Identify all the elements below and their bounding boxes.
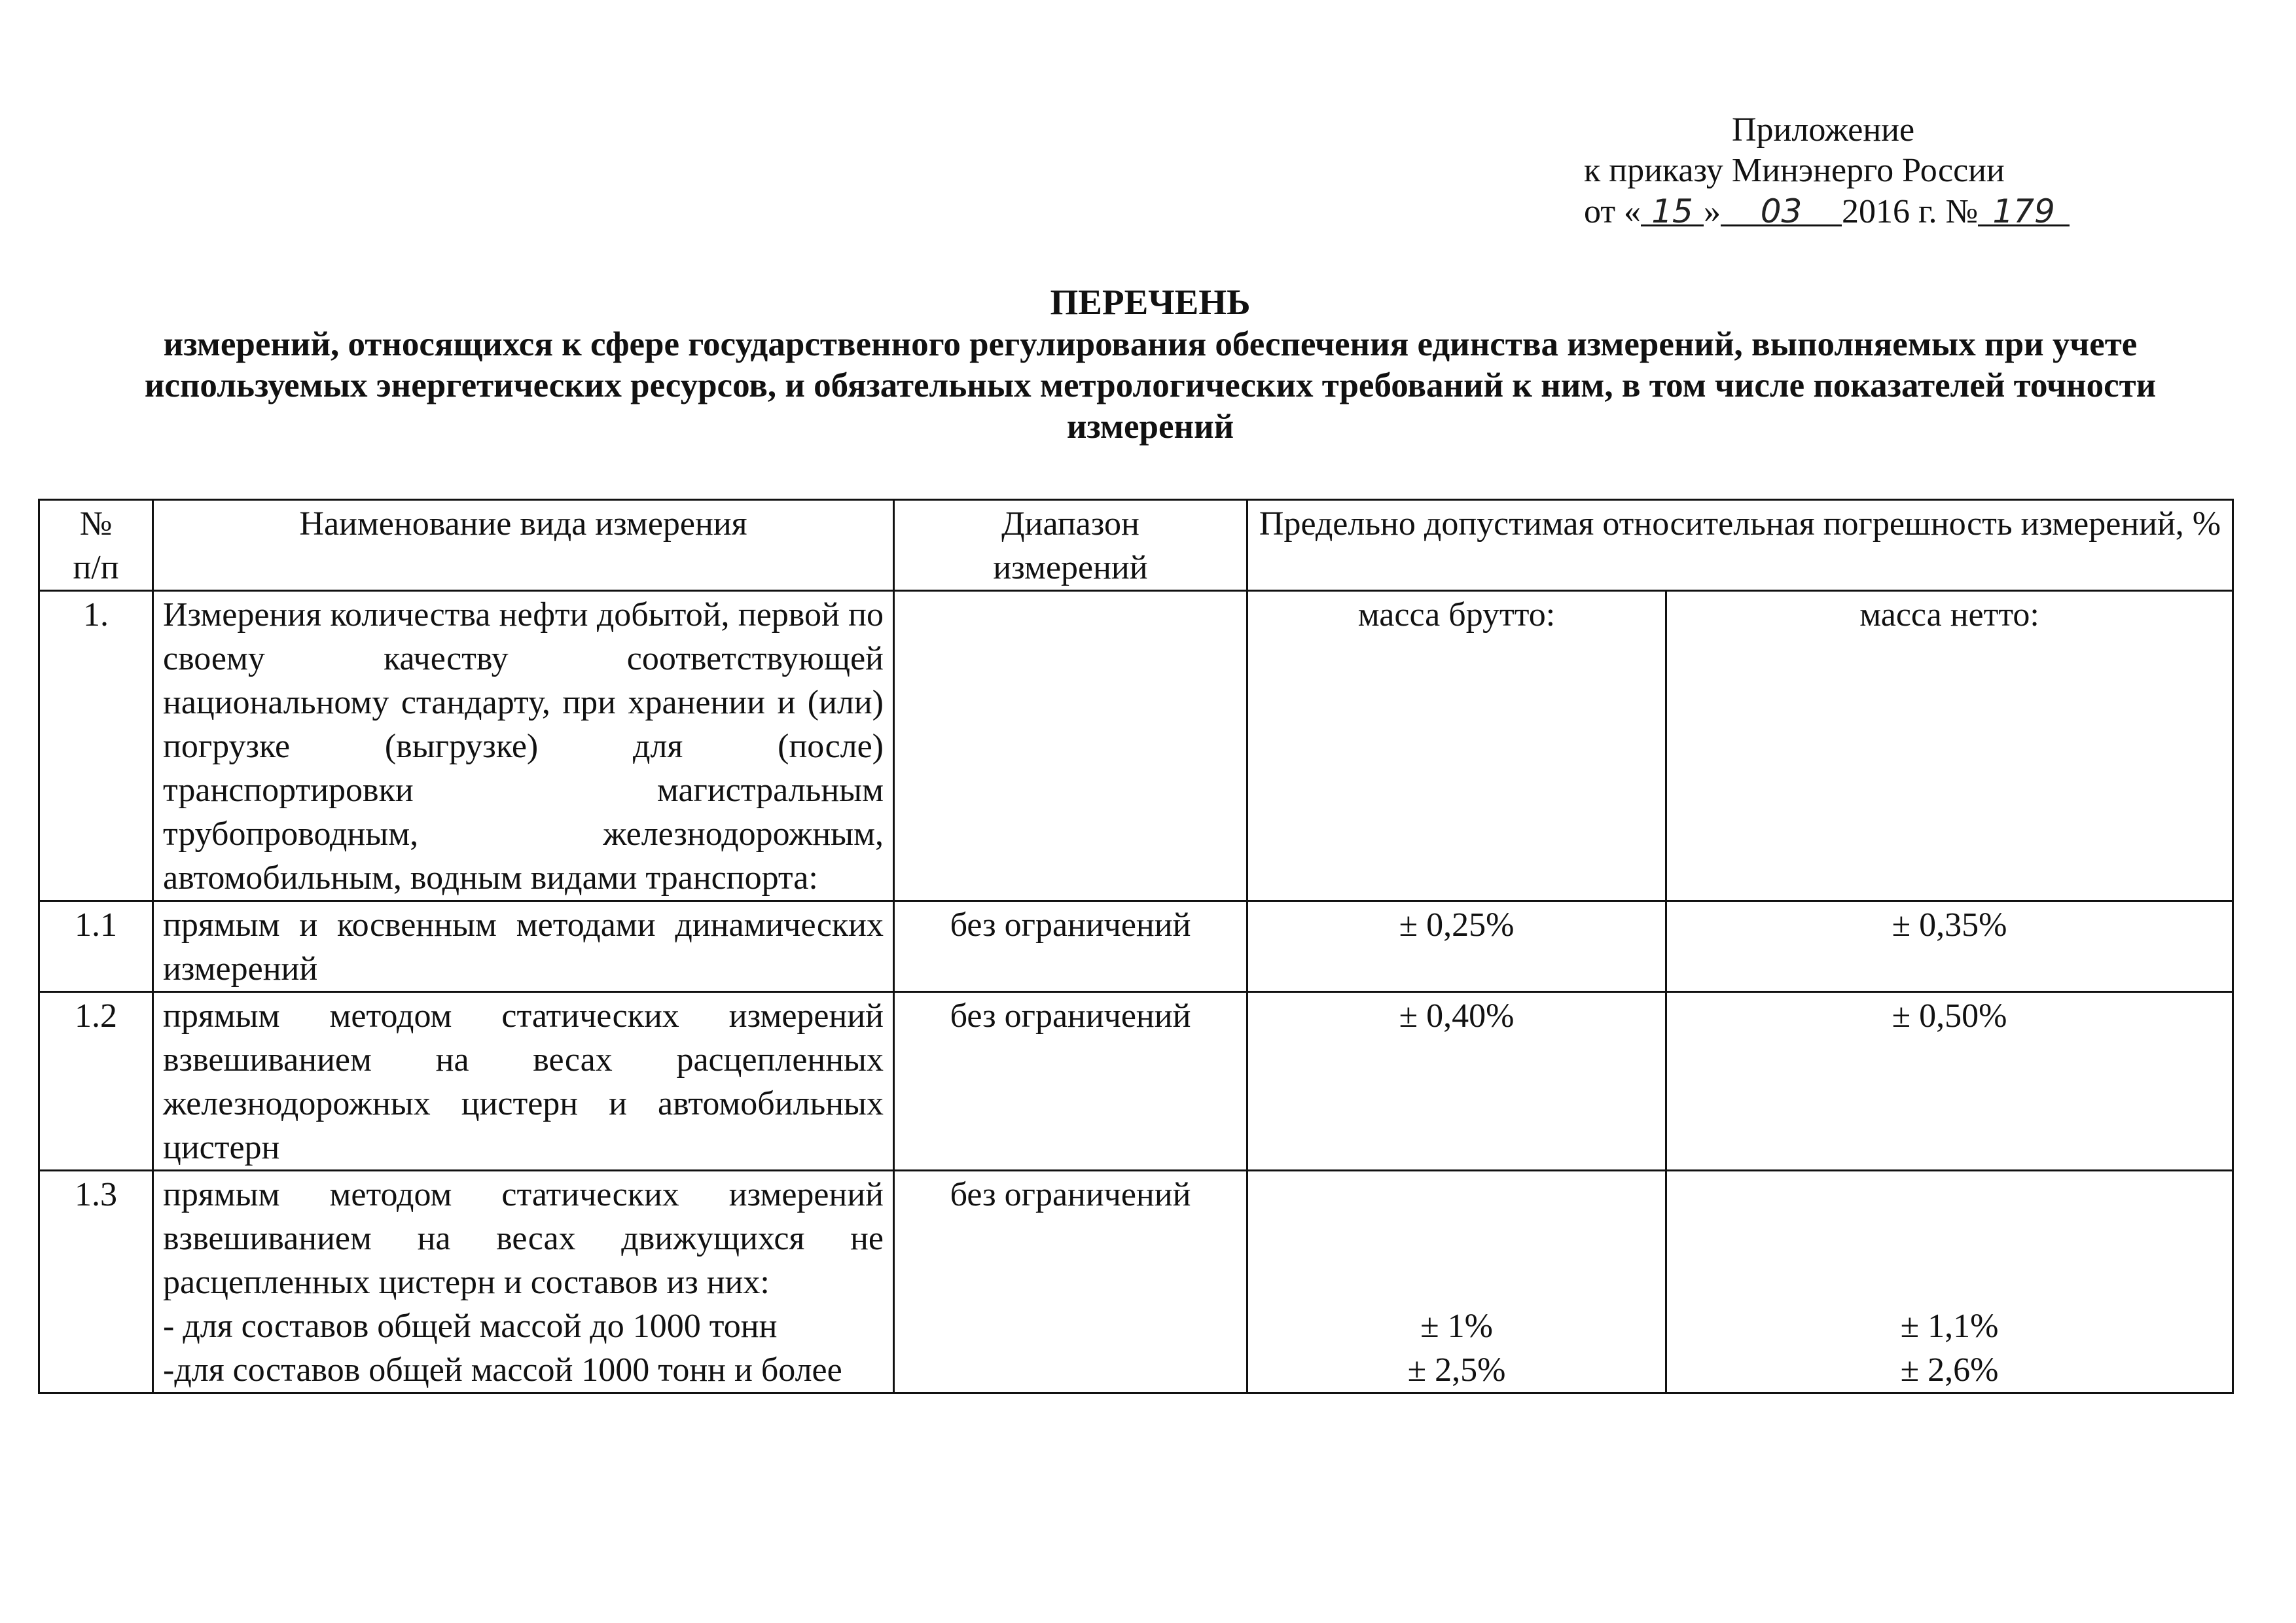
date-prefix: от «: [1584, 193, 1641, 230]
row-gross: ± 0,40%: [1247, 992, 1666, 1171]
row-gross: ± 0,25%: [1247, 901, 1666, 992]
row-net: ± 0,50%: [1666, 992, 2233, 1171]
row-range: без ограничений: [894, 992, 1247, 1171]
table-header-row: [39, 500, 2233, 591]
header-range: Диапазон измерений: [894, 500, 1247, 591]
row-net: масса нетто:: [1666, 591, 2233, 901]
row-name: прямым методом статических измерений взвешиванием на весах движущихся не расцепленных цистерн и составов из них: - для составов общей массой до 1000 тонн -для составов общей массой 1000 тонн и более: [153, 1171, 894, 1393]
header-error: Предельно допустимая относительная погрешность измерений, %: [1247, 500, 2233, 591]
header-name: Наименование вида измерения: [153, 500, 894, 591]
row-gross: масса брутто:: [1247, 591, 1666, 901]
title-subtitle: измерений, относящихся к сфере государственного регулирования обеспечения единства измерений, выполняемых при учете используемых энергетических ресурсов, и обязательных метрологических требований к ним, в том числе показателей точности измерений: [144, 325, 2157, 446]
table-row: [39, 901, 2233, 992]
table-row: [39, 591, 2233, 901]
appendix-block: [1584, 110, 2173, 232]
handwritten-day: 15: [1641, 191, 1704, 232]
handwritten-order-number: 179: [1978, 191, 2070, 232]
appendix-title: Приложение: [1732, 111, 1915, 149]
row-num: 1.2: [39, 992, 153, 1171]
row-range: без ограничений: [894, 901, 1247, 992]
row-num: 1.1: [39, 901, 153, 992]
handwritten-month: 03: [1721, 191, 1842, 232]
row-range: без ограничений: [894, 1171, 1247, 1393]
row-name: прямым и косвенным методами динамических измерений: [153, 901, 894, 992]
date-year: 2016 г. №: [1842, 193, 1979, 230]
row-range: [894, 591, 1247, 901]
table-row: [39, 1171, 2233, 1393]
measurements-table: [38, 499, 2234, 1394]
table-row: [39, 992, 2233, 1171]
row-net: ± 1,1% ± 2,6%: [1666, 1171, 2233, 1393]
row-num: 1.: [39, 591, 153, 901]
row-net: ± 0,35%: [1666, 901, 2233, 992]
date-quote-close: »: [1704, 193, 1721, 230]
document-title: [79, 281, 2222, 448]
row-gross: ± 1% ± 2,5%: [1247, 1171, 1666, 1393]
row-name: прямым методом статических измерений взвешиванием на весах расцепленных железнодорожных цистерн и автомобильных цистерн: [153, 992, 894, 1171]
appendix-order-date: [1584, 191, 2173, 232]
row-name: Измерения количества нефти добытой, первой по своему качеству соответствующей национальному стандарту, при хранении и (или) погрузке (выгрузке) для (после) транспортировки магистральным трубопроводным, железнодорожным, автомобильным, водным видами транспорта:: [153, 591, 894, 901]
title-main: ПЕРЕЧЕНЬ: [1050, 282, 1251, 322]
header-num: № п/п: [39, 500, 153, 591]
appendix-order-ref: к приказу Минэнерго России: [1584, 152, 2005, 189]
row-num: 1.3: [39, 1171, 153, 1393]
